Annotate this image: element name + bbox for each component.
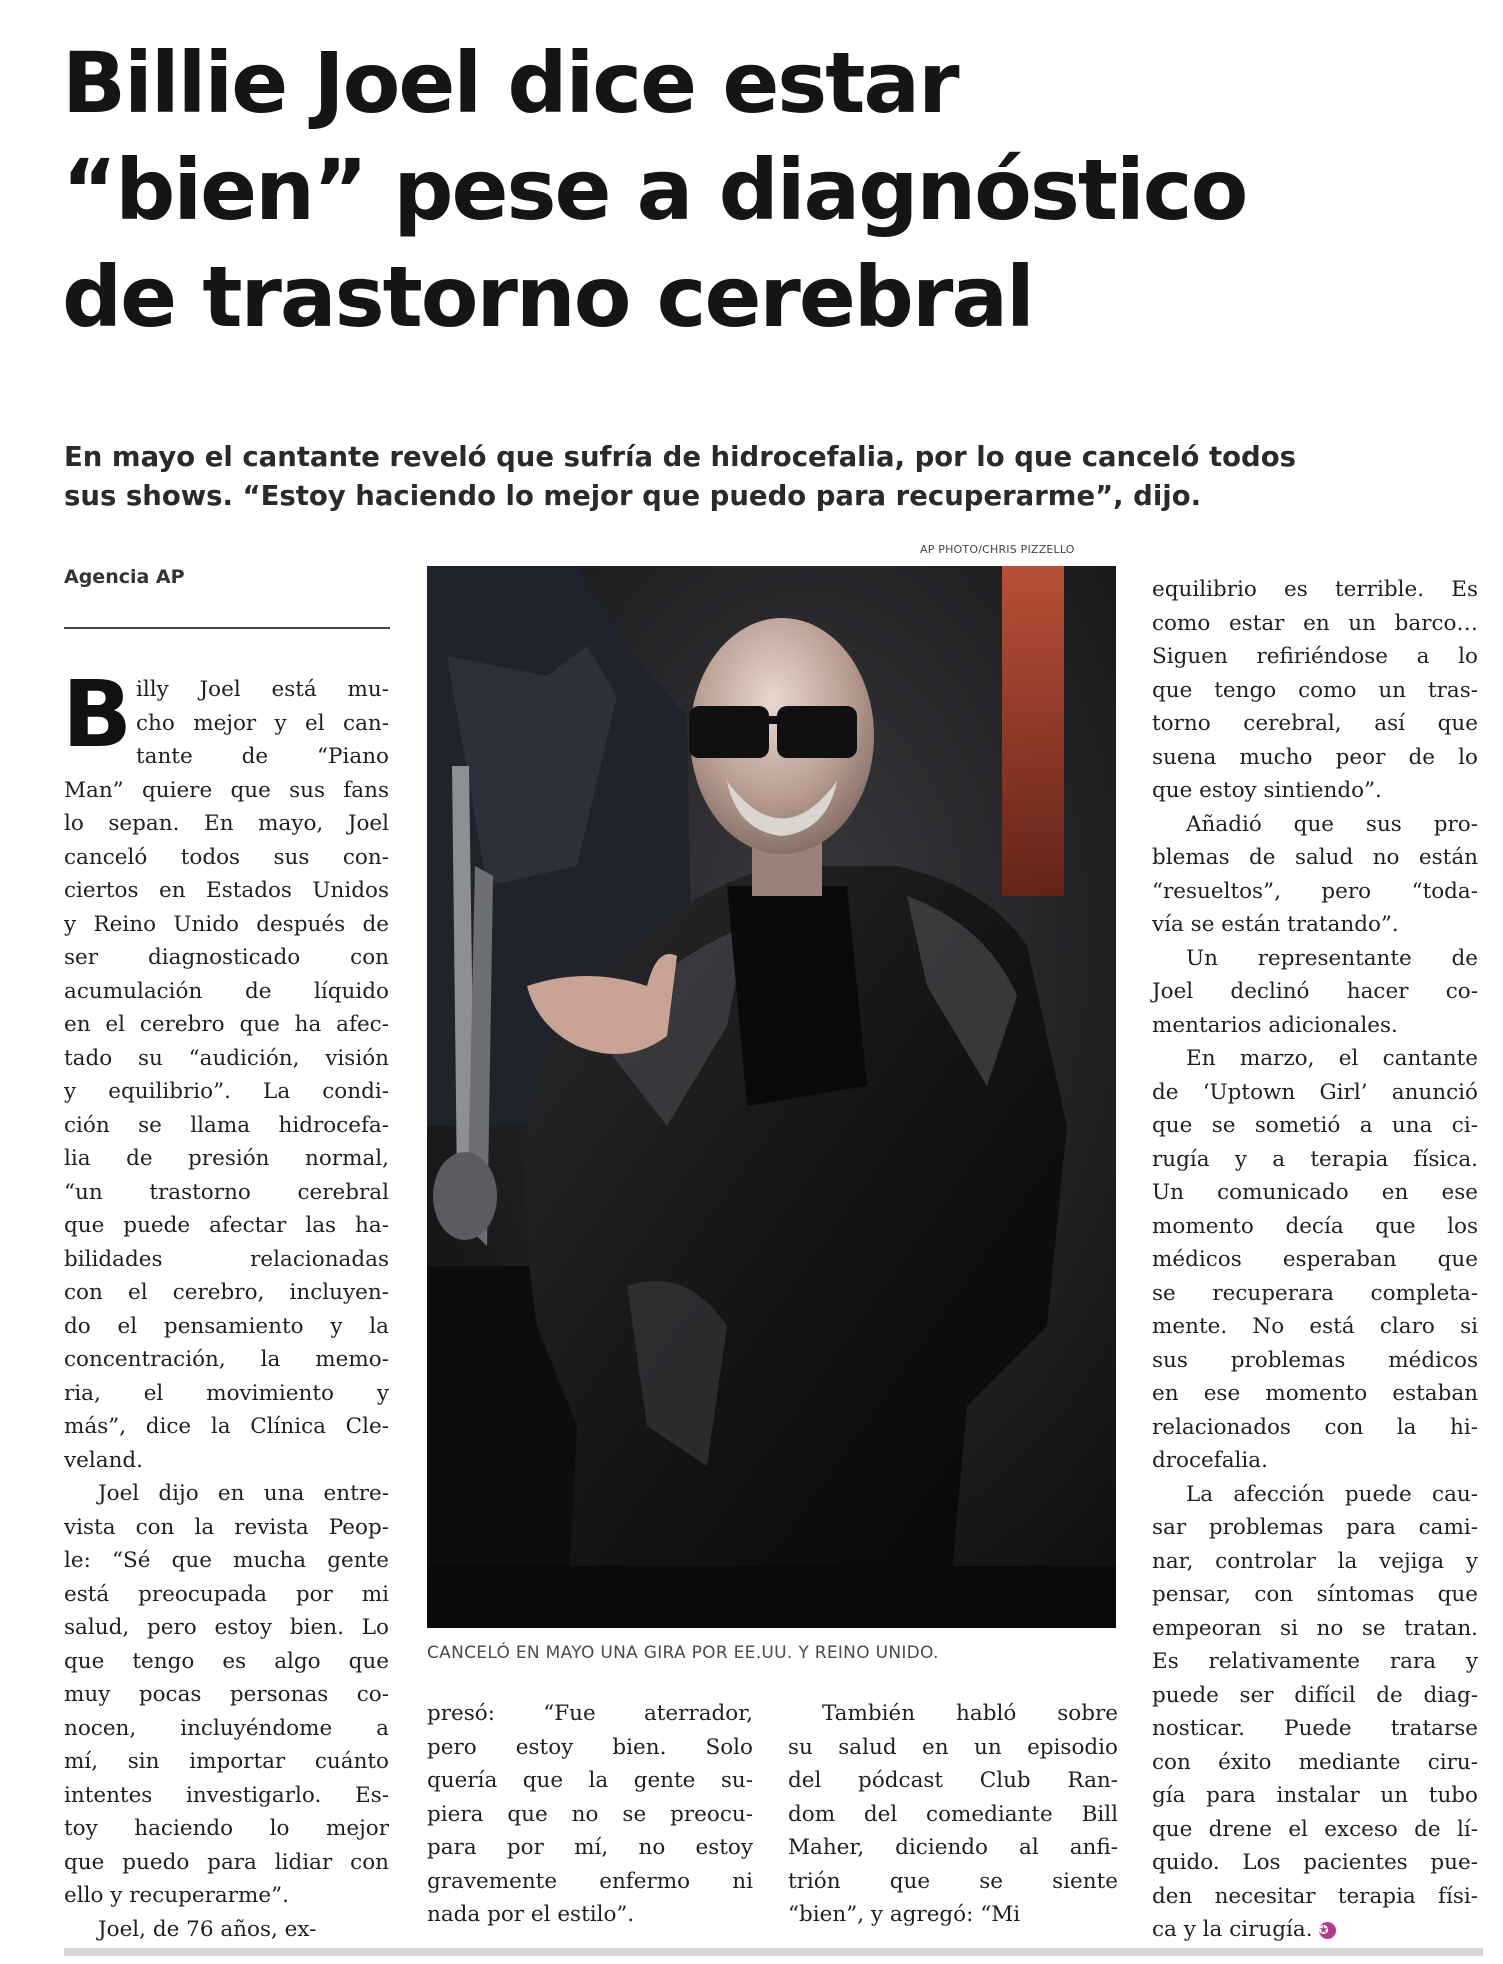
body-text-line: ca y la cirugía. ✪ bbox=[1152, 1913, 1478, 1947]
body-text-line: Es relativamente rara y bbox=[1152, 1649, 1478, 1674]
body-text-line: del pódcast Club Ran- bbox=[788, 1768, 1118, 1793]
body-text-line: Añadió que sus pro- bbox=[1186, 811, 1478, 837]
body-text-line: le: “Sé que mucha gente bbox=[64, 1548, 389, 1573]
body-text-line: que se sometió a una ci- bbox=[1152, 1113, 1478, 1138]
body-column-3 bbox=[788, 1697, 1118, 1932]
page-bottom-rule bbox=[64, 1948, 1483, 1956]
body-text-line: También habló sobre bbox=[822, 1701, 1118, 1726]
body-text-line: nocen, incluyéndome a bbox=[64, 1715, 389, 1741]
photo-illustration bbox=[427, 566, 1116, 1628]
body-text-line: piera que no se preocu- bbox=[427, 1801, 753, 1827]
body-text-line: ser diagnosticado con bbox=[64, 945, 389, 970]
body-text-line: su salud en un episodio bbox=[788, 1734, 1118, 1760]
body-text-line: mentarios adicionales. bbox=[1152, 1012, 1398, 1038]
body-text-line: Un representante de bbox=[1186, 945, 1478, 971]
drop-cap: B bbox=[62, 661, 133, 768]
body-text-line: torno cerebral, así que bbox=[1152, 711, 1478, 736]
headline-line: “bien” pese a diagnóstico bbox=[62, 141, 1247, 239]
body-text-line: que tengo como un tras- bbox=[1152, 677, 1478, 703]
body-text-line: que drene el exceso de lí- bbox=[1152, 1816, 1478, 1842]
body-text-line: toy haciendo lo mejor bbox=[64, 1816, 389, 1841]
body-text-line: “bien”, y agregó: “Mi bbox=[788, 1902, 1021, 1927]
body-text-line: para por mí, no estoy bbox=[427, 1835, 753, 1860]
body-text-line: y Reino Unido después de bbox=[64, 911, 389, 937]
body-text-line: como estar en un barco… bbox=[1152, 610, 1478, 636]
body-text-line: vista con la revista Peop- bbox=[64, 1514, 389, 1540]
body-text-line: se recuperara completa- bbox=[1152, 1280, 1478, 1306]
body-text-line: ria, el movimiento y bbox=[64, 1380, 389, 1406]
body-text-line: empeoran si no se tratan. bbox=[1152, 1615, 1478, 1641]
headline-line: de trastorno cerebral bbox=[62, 248, 1033, 346]
deck-line: En mayo el cantante reveló que sufría de hidrocefalia, por lo que canceló todos bbox=[64, 441, 1296, 473]
body-text-line: Joel, de 76 años, ex- bbox=[98, 1916, 317, 1942]
body-text-line: tado su “audición, visión bbox=[64, 1045, 389, 1071]
body-text-line: ción se llama hidrocefa- bbox=[64, 1112, 389, 1138]
body-text-line: illy Joel está mu- bbox=[136, 677, 389, 702]
body-text-line: mente. No está claro si bbox=[1152, 1314, 1478, 1339]
body-text-line: relacionados con la hi- bbox=[1152, 1414, 1478, 1440]
body-text-line: de ‘Uptown Girl’ anunció bbox=[1152, 1079, 1478, 1105]
body-text-line: que puede afectar las ha- bbox=[64, 1213, 389, 1238]
body-text-line: En marzo, el cantante bbox=[1186, 1046, 1478, 1071]
body-text-line: rugía y a terapia física. bbox=[1152, 1146, 1478, 1172]
body-text-line: Man” quiere que sus fans bbox=[64, 777, 389, 803]
body-text-line: do el pensamiento y la bbox=[64, 1313, 389, 1339]
body-text-line: salud, pero estoy bien. Lo bbox=[64, 1615, 389, 1640]
byline-divider bbox=[64, 627, 390, 629]
body-column-2 bbox=[427, 1697, 753, 1932]
body-text-line: drocefalia. bbox=[1152, 1448, 1268, 1473]
body-text-line: Siguen refiriéndose a lo bbox=[1152, 644, 1478, 669]
body-text-line: puede ser difícil de diag- bbox=[1152, 1682, 1478, 1708]
body-text-line: con el cerebro, incluyen- bbox=[64, 1280, 389, 1305]
body-column-1 bbox=[62, 661, 389, 1946]
body-text-line: lo sepan. En mayo, Joel bbox=[64, 811, 389, 836]
body-text-line: Un comunicado en ese bbox=[1152, 1180, 1478, 1205]
body-text-line: blemas de salud no están bbox=[1152, 845, 1478, 870]
body-text-line: médicos esperaban que bbox=[1152, 1247, 1478, 1272]
body-text-line: sar problemas para cami- bbox=[1152, 1515, 1478, 1540]
body-text-line: presó: “Fue aterrador, bbox=[427, 1701, 753, 1726]
headline bbox=[62, 30, 1482, 351]
body-text-line: nosticar. Puede tratarse bbox=[1152, 1716, 1478, 1741]
body-text-line: “un trastorno cerebral bbox=[64, 1179, 389, 1205]
photo-caption: CANCELÓ EN MAYO UNA GIRA POR EE.UU. Y REINO UNIDO. bbox=[427, 1643, 939, 1663]
body-text-line: den necesitar terapia físi- bbox=[1152, 1883, 1478, 1909]
body-text-line: concentración, la memo- bbox=[64, 1347, 389, 1372]
article-photo bbox=[427, 566, 1116, 1628]
photo-credit: AP PHOTO/CHRIS PIZZELLO bbox=[920, 543, 1075, 556]
body-text-line: sus problemas médicos bbox=[1152, 1347, 1478, 1373]
body-text-line: con éxito mediante ciru- bbox=[1152, 1749, 1478, 1775]
body-text-line: Joel dijo en una entre- bbox=[98, 1481, 389, 1506]
body-text-line: en ese momento estaban bbox=[1152, 1381, 1478, 1406]
body-text-line: gravemente enfermo ni bbox=[427, 1868, 753, 1894]
body-text-line: ciertos en Estados Unidos bbox=[64, 878, 389, 903]
body-text-line: Maher, diciendo al anfi- bbox=[788, 1835, 1118, 1860]
body-text-line: quería que la gente su- bbox=[427, 1768, 753, 1793]
body-text-line: nar, controlar la vejiga y bbox=[1152, 1548, 1478, 1574]
body-text-line: más”, dice la Clínica Cle- bbox=[64, 1414, 389, 1439]
body-text-line: y equilibrio”. La condi- bbox=[64, 1079, 389, 1104]
byline: Agencia AP bbox=[64, 566, 185, 588]
body-text-line: equilibrio es terrible. Es bbox=[1152, 577, 1478, 602]
body-text-line: quido. Los pacientes pue- bbox=[1152, 1850, 1478, 1875]
body-text-line: que tengo es algo que bbox=[64, 1648, 389, 1674]
body-text-line: que estoy sintiendo”. bbox=[1152, 778, 1382, 803]
body-text-line: muy pocas personas co- bbox=[64, 1682, 389, 1707]
body-text-line: acumulación de líquido bbox=[64, 978, 389, 1004]
body-text-line: pero estoy bien. Solo bbox=[427, 1734, 753, 1760]
deck-subheadline bbox=[64, 438, 1484, 516]
body-text-line: trión que se siente bbox=[788, 1868, 1118, 1894]
body-text-line: pensar, con síntomas que bbox=[1152, 1582, 1478, 1607]
body-text-line: en el cerebro que ha afec- bbox=[64, 1012, 389, 1037]
body-text-line: dom del comediante Bill bbox=[788, 1801, 1118, 1827]
body-text-line: canceló todos sus con- bbox=[64, 844, 389, 870]
body-text-line: nada por el estilo”. bbox=[427, 1902, 635, 1927]
body-text-line: La afección puede cau- bbox=[1186, 1481, 1478, 1507]
body-text-line: está preocupada por mi bbox=[64, 1581, 389, 1607]
body-text-line: que puedo para lidiar con bbox=[64, 1849, 389, 1875]
body-text-line: gía para instalar un tubo bbox=[1152, 1783, 1478, 1808]
body-text-line: tante de “Piano bbox=[136, 744, 389, 769]
headline-line: Billie Joel dice estar bbox=[62, 34, 958, 132]
body-text-line: bilidades relacionadas bbox=[64, 1246, 389, 1272]
body-text-line: suena mucho peor de lo bbox=[1152, 744, 1478, 770]
deck-line: sus shows. “Estoy haciendo lo mejor que puedo para recuperarme”, dijo. bbox=[64, 480, 1202, 512]
body-text-line: Joel declinó hacer co- bbox=[1152, 979, 1478, 1004]
body-text-line: cho mejor y el can- bbox=[136, 710, 389, 736]
body-text-line: veland. bbox=[64, 1447, 144, 1473]
body-column-4 bbox=[1152, 573, 1478, 1947]
body-text-line: mí, sin importar cuánto bbox=[64, 1749, 389, 1774]
body-text-line: intentes investigarlo. Es- bbox=[64, 1782, 389, 1808]
body-text-line: lia de presión normal, bbox=[64, 1146, 389, 1171]
body-text-line: vía se están tratando”. bbox=[1152, 912, 1399, 937]
body-text-line: momento decía que los bbox=[1152, 1213, 1478, 1239]
body-text-line: “resueltos”, pero “toda- bbox=[1152, 878, 1478, 904]
end-mark-icon: ✪ bbox=[1319, 1922, 1336, 1939]
body-text-line: ello y recuperarme”. bbox=[64, 1883, 289, 1908]
